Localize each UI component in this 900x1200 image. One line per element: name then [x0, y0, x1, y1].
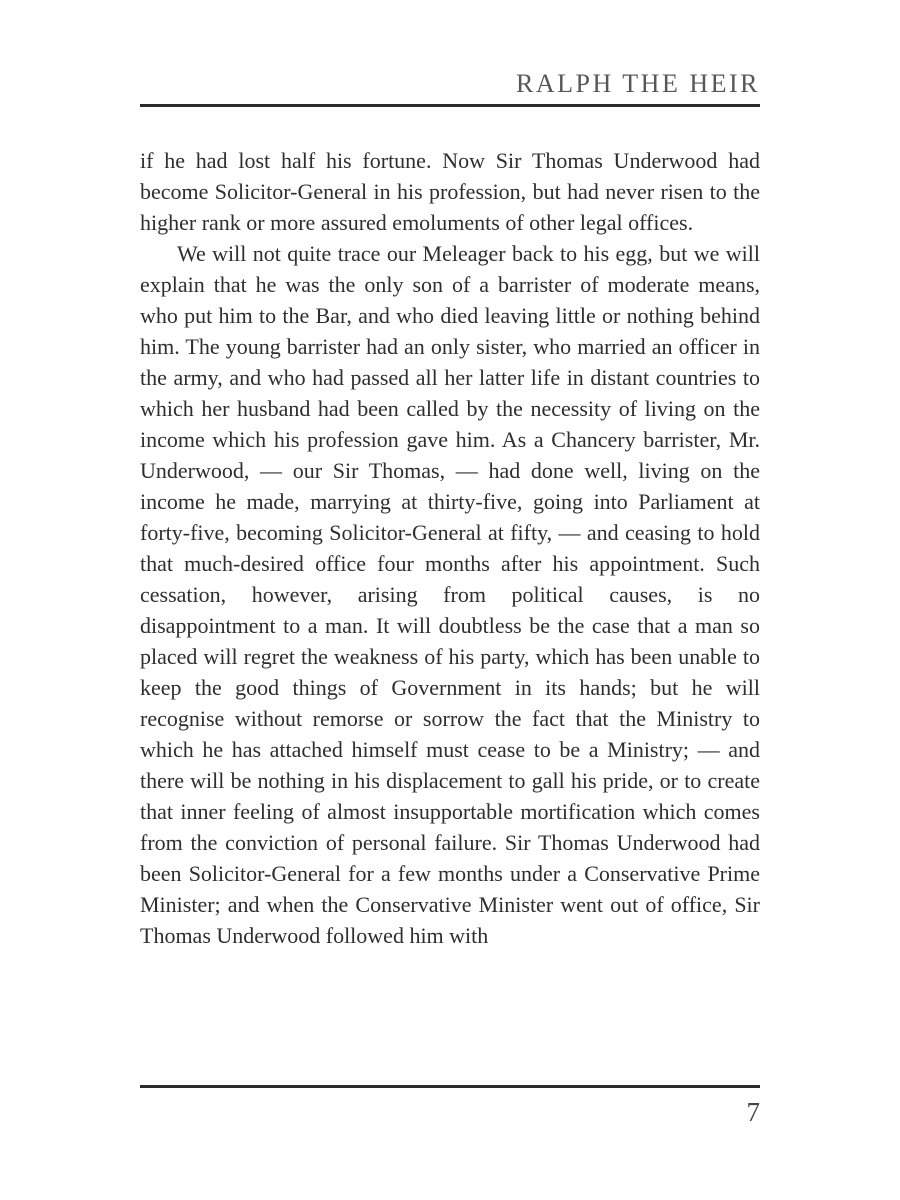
footer-rule — [140, 1085, 760, 1088]
running-header-title: RALPH THE HEIR — [516, 69, 760, 98]
paragraph-continuation: if he had lost half his fortune. Now Sir Thomas Underwood had become Solicitor-General in his profession, but had never risen to the higher rank or more assured emoluments of other legal offices. — [140, 148, 760, 235]
page-number: 7 — [746, 1097, 760, 1127]
paragraph: We will not quite trace our Meleager back to his egg, but we will explain that he was the only son of a barrister of moderate means, who put him to the Bar, and who died leaving little or nothing behind him. The young barrister had an only sister, who married an officer in the army, and who had passed all her latter life in distant countries to which her husband had been called by the necessity of living on the income which his profession gave him. As a Chancery barrister, Mr. Underwood, — our Sir Thomas, — had done well, living on the income he made, marrying at thirty-five, going into Parliament at forty-five, becoming Solicitor-General at fifty, — and ceasing to hold that much-desired office four months after his appointment. Such cessation, however, arising from political causes, is no disappointment to a man. It will doubtless be the case that a man so placed will regret the weakness of his party, which has been unable to keep the good things of Government in its hands; but he will recognise without remorse or sorrow the fact that the Ministry to which he has attached himself must cease to be a Ministry; — and there will be nothing in his displacement to gall his pride, or to create that inner feeling of almost insupportable mortification which comes from the conviction of personal failure. Sir Thomas Underwood had been Solicitor-General for a few months under a Conservative Prime Minister; and when the Conservative Minister went out of office, Sir Thomas Underwood followed him with — [140, 241, 760, 948]
header-rule — [140, 104, 760, 107]
page-body — [140, 145, 760, 951]
